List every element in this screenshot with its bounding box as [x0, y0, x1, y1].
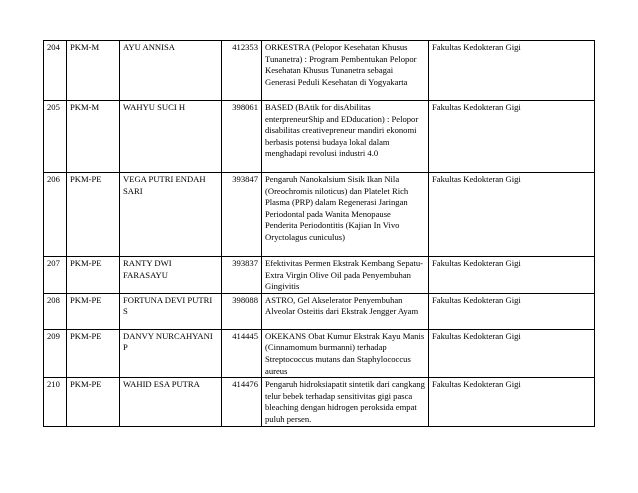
- faculty-cell: Fakultas Kedokteran Gigi: [429, 101, 595, 173]
- row-number-cell: 204: [44, 41, 67, 101]
- faculty-cell: Fakultas Kedokteran Gigi: [429, 293, 595, 329]
- name-cell: VEGA PUTRI ENDAH SARI: [120, 173, 222, 257]
- proposal-title-cell: OKEKANS Obat Kumur Ekstrak Kayu Manis (Cinnamomum burmanni) terhadap Streptococcus mutans dan Staphylococcus aureus: [262, 329, 429, 377]
- student-id-cell: 393837: [222, 257, 262, 294]
- row-number-cell: 206: [44, 173, 67, 257]
- scheme-cell: PKM-M: [67, 41, 120, 101]
- proposal-title-cell: ORKESTRA (Pelopor Kesehatan Khusus Tunanetra) : Program Pembentukan Pelopor Kesehatan Khusus Tunanetra sebagai Generasi Peduli Kesehatan di Yogyakarta: [262, 41, 429, 101]
- row-number-cell: 210: [44, 378, 67, 427]
- table-row: [44, 329, 595, 377]
- student-id-cell: 398061: [222, 101, 262, 173]
- proposal-title-cell: ASTRO, Gel Akselerator Penyembuhan Alveolar Osteitis dari Ekstrak Jengger Ayam: [262, 293, 429, 329]
- student-id-cell: 414445: [222, 329, 262, 377]
- student-id-cell: 414476: [222, 378, 262, 427]
- name-cell: AYU ANNISA: [120, 41, 222, 101]
- table-body: [44, 41, 595, 427]
- table-row: [44, 173, 595, 257]
- name-cell: RANTY DWI FARASAYU: [120, 257, 222, 294]
- faculty-cell: Fakultas Kedokteran Gigi: [429, 173, 595, 257]
- name-cell: DANVY NURCAHYANI P: [120, 329, 222, 377]
- name-cell: WAHYU SUCI H: [120, 101, 222, 173]
- row-number-cell: 207: [44, 257, 67, 294]
- proposal-title-cell: Pengaruh Nanokalsium Sisik Ikan Nila (Oreochromis niloticus) dan Platelet Rich Plasma (PRP) dalam Regenerasi Jaringan Periodontal pada Wanita Menopause Penderita Periodontitis (Kajian In Vivo Oryctolagus cuniculus): [262, 173, 429, 257]
- name-cell: FORTUNA DEVI PUTRI S: [120, 293, 222, 329]
- scheme-cell: PKM-PE: [67, 329, 120, 377]
- scheme-cell: PKM-PE: [67, 257, 120, 294]
- table-row: [44, 378, 595, 427]
- row-number-cell: 205: [44, 101, 67, 173]
- proposal-title-cell: Efektivitas Permen Ekstrak Kembang Sepatu-Extra Virgin Olive Oil pada Penyembuhan Gingivitis: [262, 257, 429, 294]
- student-id-cell: 393847: [222, 173, 262, 257]
- student-id-cell: 412353: [222, 41, 262, 101]
- table-row: [44, 257, 595, 294]
- student-id-cell: 398088: [222, 293, 262, 329]
- scheme-cell: PKM-PE: [67, 293, 120, 329]
- proposal-title-cell: Pengaruh hidroksiapatit sintetik dari cangkang telur bebek terhadap sensitivitas gigi pasca bleaching dengan hidrogen peroksida empat puluh persen.: [262, 378, 429, 427]
- faculty-cell: Fakultas Kedokteran Gigi: [429, 257, 595, 294]
- row-number-cell: 208: [44, 293, 67, 329]
- scheme-cell: PKM-PE: [67, 378, 120, 427]
- table-row: [44, 101, 595, 173]
- pkm-table: [43, 40, 595, 427]
- faculty-cell: Fakultas Kedokteran Gigi: [429, 378, 595, 427]
- faculty-cell: Fakultas Kedokteran Gigi: [429, 41, 595, 101]
- table-row: [44, 41, 595, 101]
- scheme-cell: PKM-M: [67, 101, 120, 173]
- table-row: [44, 293, 595, 329]
- proposal-title-cell: BASED (BAtik for disAbilitas enterpreneurShip and EDducation) : Pelopor disabilitas creativepreneur mandiri ekonomi berbasis potensi budaya lokal dalam menghadapi revolusi industri 4.0: [262, 101, 429, 173]
- name-cell: WAHID ESA PUTRA: [120, 378, 222, 427]
- faculty-cell: Fakultas Kedokteran Gigi: [429, 329, 595, 377]
- scheme-cell: PKM-PE: [67, 173, 120, 257]
- row-number-cell: 209: [44, 329, 67, 377]
